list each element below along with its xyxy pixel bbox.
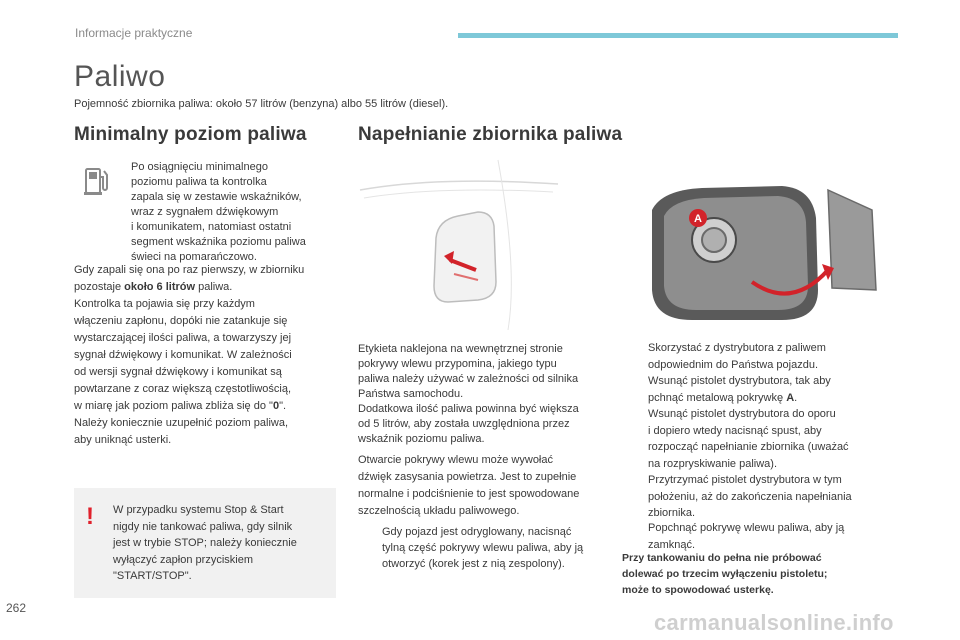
warning-text: W przypadku systemu Stop & Start nigdy nie tankować paliwa, gdy silnik jest w trybie STOP; należy koniecznie wyłączyć zapłon przyciskiem "START/STOP". — [113, 504, 297, 582]
fuel-pump-icon — [84, 166, 110, 196]
step-2-text: Wsunąć pistolet dystrybutora, tak aby pchnąć metalową pokrywkę A. — [648, 375, 831, 404]
header-accent-bar — [458, 33, 898, 38]
fuel-remaining-bold: około 6 litrów — [124, 281, 196, 293]
warning-exclamation-icon: ! — [86, 503, 94, 530]
full-tank-warning-line-3: może to spowodować usterkę. — [622, 584, 774, 596]
zero-bold: 0 — [272, 400, 280, 412]
step-5-text: Popchnąć pokrywę wlewu paliwa, aby ją zamknąć. — [648, 522, 845, 551]
page-number: 262 — [6, 601, 27, 615]
full-tank-warning-line-1: Przy tankowaniu do pełna nie próbować — [622, 552, 822, 564]
page-subtitle: Pojemność zbiornika paliwa: około 57 litrów (benzyna) albo 55 litrów (diesel). — [74, 98, 449, 110]
label-paragraph: Etykieta naklejona na wewnętrznej stronie pokrywy wlewu przypomina, jakiego typu paliwa należy używać w zależności od silnika Państwa samochodu. Dodatkowa ilość paliwa powinna być większa od 5 litrów, aby została uwzględniona przez wskaźnik poziomu paliwa. — [358, 343, 579, 445]
step-1-text: Skorzystać z dystrybutora z paliwem odpowiednim do Państwa pojazdu. — [648, 342, 826, 371]
step-3-text: Wsunąć pistolet dystrybutora do oporu i dopiero wtedy nacisnąć spust, aby rozpocząć napełnianie zbiornika (uważać na rozpryskiwanie paliwa). — [648, 408, 849, 470]
callout-a-bold: A — [786, 391, 795, 404]
section-header: Informacje praktyczne — [75, 26, 193, 40]
heading-minimal-fuel: Minimalny poziom paliwa — [74, 124, 307, 145]
air-noise-paragraph: Otwarcie pokrywy wlewu może wywołać dźwięk zasysania powietrza. Jest to zupełnie normalne i podciśnienie to jest spowodowane szczelnością układu paliwowego. — [358, 454, 580, 517]
low-fuel-paragraph: Gdy zapali się ona po raz pierwszy, w zbiorniku pozostaje około 6 litrów paliwa. Kontrolka ta pojawia się przy każdym włączeniu zapłonu, dopóki nie zatankuje się wystarczającej ilości paliwa, a towarzyszy jej sygnał dźwiękowy i komunikat. W zależności od wersji sygnał dźwiękowy i komunikat są powtarzane z coraz większą częstotliwością, w miarę jak poziom paliwa zbliża się do "0". Należy koniecznie uzupełnić poziom paliwa, aby uniknąć usterki. — [74, 264, 305, 446]
warning-lamp-text: Po osiągnięciu minimalnego poziomu paliwa ta kontrolka zapala się w zestawie wskaźników, wraz z sygnałem dźwiękowym i komunikatem, natomiast ostatni segment wskaźnika poziomu paliwa świeci na pomarańczowo. — [131, 161, 306, 263]
page-title: Paliwo — [74, 60, 166, 93]
step-4-text: Przytrzymać pistolet dystrybutora w tym położeniu, aż do zakończenia napełniania zbiornika. — [648, 474, 852, 519]
unlock-step-text: Gdy pojazd jest odryglowany, nacisnąć tylną część pokrywy wlewu paliwa, aby ją otworzyć (korek jest z nią zespolony). — [382, 526, 584, 570]
callout-a-label: A — [694, 213, 702, 225]
fuel-cap-illustration — [632, 170, 882, 330]
fuel-flap-illustration — [358, 150, 608, 330]
watermark: carmanualsonline.info — [654, 610, 894, 635]
full-tank-warning-line-2: dolewać po trzecim wyłączeniu pistoletu; — [622, 568, 828, 580]
heading-refuelling: Napełnianie zbiornika paliwa — [358, 124, 623, 145]
